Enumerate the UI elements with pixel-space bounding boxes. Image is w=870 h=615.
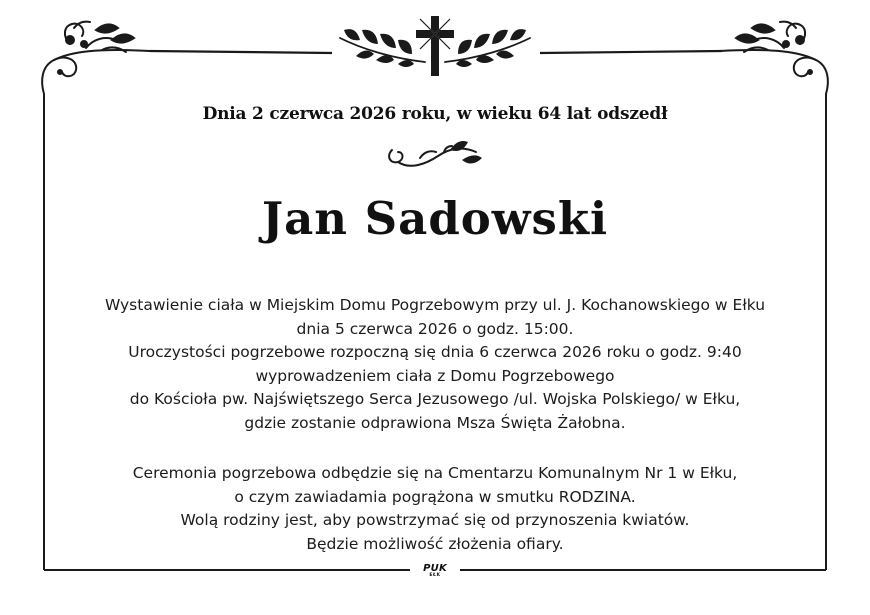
text-line: Uroczystości pogrzebowe rozpoczną się dnia 6 czerwca 2026 roku o godz. 9:40 [128, 343, 742, 361]
funeral-details-paragraph [50, 294, 820, 435]
text-line: do Kościoła pw. Najświętszego Serca Jezusowego /ul. Wojska Polskiego/ w Ełku, [129, 390, 741, 408]
puk-logo [410, 564, 460, 579]
text-line: Ceremonia pogrzebowa odbędzie się na Cmentarzu Komunalnym Nr 1 w Ełku, [132, 464, 738, 482]
text-line: dnia 5 czerwca 2026 o godz. 15:00. [296, 319, 574, 338]
text-line: Wystawienie ciała w Miejskim Domu Pogrzebowym przy ul. J. Kochanowskiego w Ełku [104, 296, 766, 314]
text-line: gdzie zostanie odprawiona Msza Święta Żałobna. [244, 413, 626, 432]
text-line: o czym zawiadamia pogrążona w smutku RODZINA. [234, 487, 636, 506]
death-announcement-intro: Dnia 2 czerwca 2026 roku, w wieku 64 lat odszedł [202, 104, 668, 124]
text-line: Wolą rodziny jest, aby powstrzymać się od przynoszenia kwiatów. [180, 511, 690, 529]
ceremony-details-paragraph [50, 462, 820, 556]
text-line: Będzie możliwość złożenia ofiary. [306, 534, 564, 553]
logo-main-text: PUK [423, 563, 447, 574]
deceased-name: Jan Sadowski [261, 192, 609, 245]
logo-sub-text: EŁK [429, 573, 441, 578]
text-line: wyprowadzeniem ciała z Domu Pogrzebowego [255, 366, 615, 385]
